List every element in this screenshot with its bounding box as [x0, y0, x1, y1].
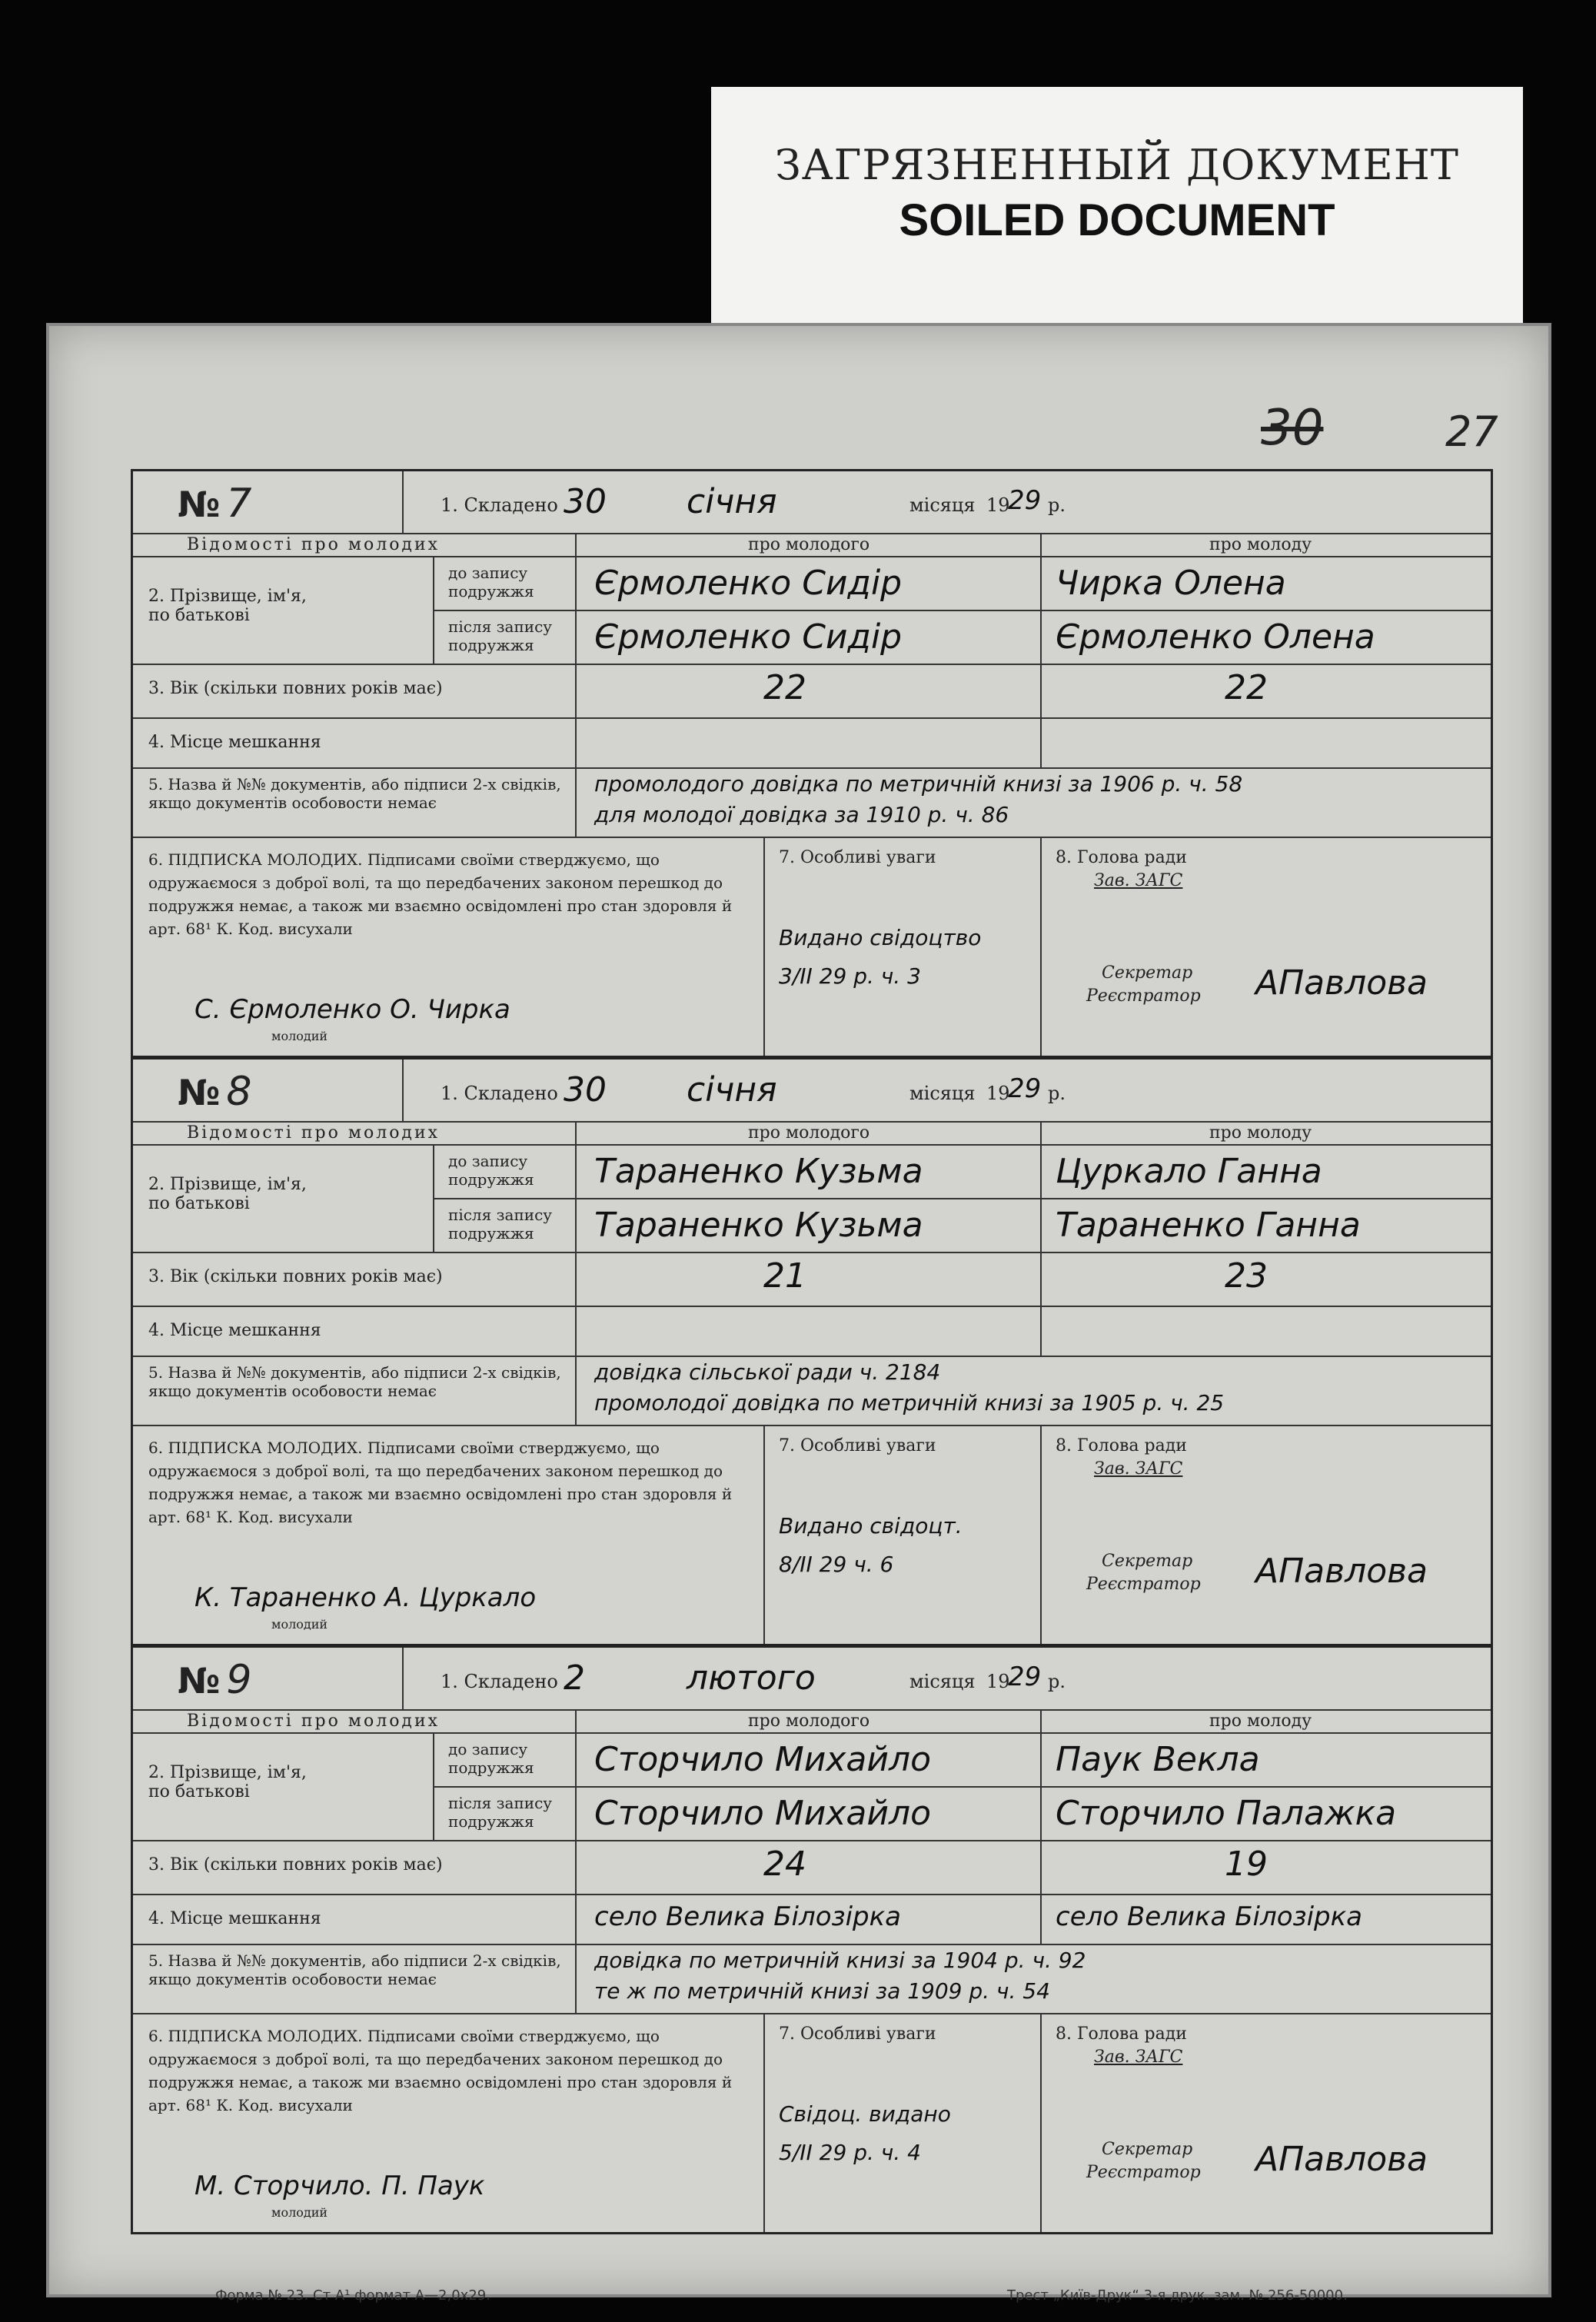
remarks-line-2: 5/II 29 р. ч. 4 — [779, 2140, 921, 2165]
groom-name-before: Єрмоленко Сидір — [594, 564, 903, 603]
groom-header: про молодого — [748, 535, 870, 554]
label-russian: ЗАГРЯЗНЕННЫЙ ДОКУМЕНТ — [775, 141, 1459, 189]
year-suffix: р. — [1048, 1671, 1066, 1692]
row-divider — [133, 1356, 1491, 1357]
bride-header: про молоду — [1209, 1712, 1312, 1731]
year-prefix: 19 — [986, 494, 1010, 516]
newlyweds-label: молодий — [271, 2205, 328, 2220]
secretary-label: Секретар — [1102, 2140, 1193, 2159]
year-suffix: р. — [1048, 1083, 1066, 1104]
age-label: 3. Вік (скільки повних років має) — [148, 1267, 443, 1286]
groom-residence: село Велика Білозірка — [594, 1901, 901, 1932]
documents-line-2: промолодої довідка по метричній книзі за 1905 р. ч. 25 — [594, 1390, 1225, 1415]
groom-name-after: Тараненко Кузьма — [594, 1206, 923, 1245]
residence-label: 4. Місце мешкання — [148, 1909, 321, 1928]
groom-header: про молодого — [748, 1123, 870, 1143]
compiled-year: 29 — [1008, 485, 1042, 516]
row-divider — [433, 1198, 1491, 1199]
number-sign: № — [178, 1072, 221, 1113]
record-number — [178, 1069, 251, 1115]
label-english: SOILED DOCUMENT — [899, 195, 1335, 245]
archive-number-old: 30 — [1261, 400, 1324, 457]
row-divider — [133, 1894, 1491, 1895]
row-divider — [133, 556, 1491, 557]
row-divider — [133, 717, 1491, 719]
month-word: місяця — [909, 494, 976, 516]
number-sign: № — [178, 1660, 221, 1702]
documents-label: 5. Назва й №№ документів, або підписи 2-х свідків, якщо документів особовости немає — [148, 1363, 561, 1400]
bride-age: 19 — [1225, 1845, 1268, 1884]
row-divider — [133, 533, 1491, 534]
divider — [402, 1648, 404, 1709]
compiled-label: 1. Складено — [441, 494, 558, 516]
column-divider — [763, 837, 765, 1056]
row-divider — [133, 1121, 1491, 1123]
after-label: після запису подружжя — [448, 617, 553, 654]
column-divider — [1040, 1121, 1042, 1356]
remarks-line-2: 8/II 29 ч. 6 — [779, 1552, 894, 1577]
registrar-label: Реєстратор — [1086, 1575, 1201, 1594]
after-label: після запису подружжя — [448, 1794, 553, 1831]
info-header: Відомості про молодих — [187, 1712, 441, 1731]
remarks-line-2: 3/II 29 р. ч. 3 — [779, 963, 921, 989]
row-divider — [133, 1944, 1491, 1945]
secretary-label: Секретар — [1102, 1552, 1193, 1571]
name-label: 2. Прізвище, ім'я, по батькові — [148, 587, 307, 625]
row-divider — [133, 837, 1491, 838]
marriage-record — [131, 1645, 1493, 2234]
signature-label: 6. ПІДПИСКА МОЛОДИХ. Підписами своїми стверджуємо, що одружаємося з доброї волі, та що передбачених законом перешкод до подружжя немає, а також ми взаємно освідомлені про стан здоровля й арт. 68¹ К. Код. висухали — [148, 850, 733, 938]
row-divider — [133, 1840, 1491, 1841]
soiled-document-label — [711, 87, 1523, 334]
row-divider — [133, 1709, 1491, 1711]
compiled-day: 30 — [564, 1070, 607, 1109]
column-divider — [763, 1425, 765, 1644]
column-divider — [1040, 1709, 1042, 1944]
bride-age: 23 — [1225, 1256, 1268, 1296]
documents-line-1: довідка сільської ради ч. 2184 — [594, 1359, 941, 1385]
bride-name-before: Чирка Олена — [1056, 564, 1286, 603]
secretary-label: Секретар — [1102, 963, 1193, 983]
row-divider — [133, 1732, 1491, 1734]
compiled-label: 1. Складено — [441, 1083, 558, 1104]
row-divider — [133, 1252, 1491, 1253]
groom-age: 21 — [763, 1256, 806, 1296]
year-suffix: р. — [1048, 494, 1066, 516]
documents-line-1: промолодого довідка по метричній книзі за 1906 р. ч. 58 — [594, 771, 1243, 797]
row-divider — [133, 1425, 1491, 1426]
compiled-month: січня — [687, 1070, 777, 1109]
head-label: 8. Голова ради — [1056, 848, 1187, 867]
before-label: до запису подружжя — [448, 1152, 534, 1189]
newlyweds-signatures: К. Тараненко А. Цуркало — [195, 1582, 537, 1613]
divider — [402, 1060, 404, 1121]
registrar-signature: АПавлова — [1255, 2140, 1428, 2179]
bride-residence: село Велика Білозірка — [1056, 1901, 1362, 1932]
remarks-line-1: Видано свідоцтво — [779, 925, 982, 950]
signature-label: 6. ПІДПИСКА МОЛОДИХ. Підписами своїми стверджуємо, що одружаємося з доброї волі, та що передбачених законом перешкод до подружжя немає, а також ми взаємно освідомлені про стан здоровля й арт. 68¹ К. Код. висухали — [148, 1439, 733, 1526]
compiled-year: 29 — [1008, 1662, 1042, 1692]
info-header: Відомості про молодих — [187, 535, 441, 554]
month-word: місяця — [909, 1671, 976, 1692]
bride-age: 22 — [1225, 668, 1268, 707]
compiled-month: січня — [687, 482, 777, 521]
record-number-value: 9 — [226, 1657, 252, 1703]
bride-name-after: Тараненко Ганна — [1056, 1206, 1361, 1245]
divider — [402, 471, 404, 533]
zags-label: Зав. ЗАГС — [1094, 1459, 1183, 1479]
marriage-record — [131, 469, 1493, 1058]
registrar-label: Реєстратор — [1086, 2163, 1201, 2182]
bride-header: про молоду — [1209, 535, 1312, 554]
age-label: 3. Вік (скільки повних років має) — [148, 1855, 443, 1875]
registrar-signature: АПавлова — [1255, 1552, 1428, 1591]
remarks-label: 7. Особливі уваги — [779, 1436, 936, 1455]
column-divider — [1040, 533, 1042, 767]
documents-line-2: для молодої довідка за 1910 р. ч. 86 — [594, 802, 1009, 827]
row-divider — [133, 767, 1491, 769]
month-word: місяця — [909, 1083, 976, 1104]
zags-label: Зав. ЗАГС — [1094, 2048, 1183, 2067]
number-sign: № — [178, 484, 221, 525]
bride-header: про молоду — [1209, 1123, 1312, 1143]
row-divider — [133, 1144, 1491, 1146]
compiled-label: 1. Складено — [441, 1671, 558, 1692]
remarks-label: 7. Особливі уваги — [779, 2024, 936, 2044]
documents-line-1: довідка по метричній книзі за 1904 р. ч. 92 — [594, 1948, 1086, 1973]
column-divider — [1040, 837, 1042, 1056]
year-prefix: 19 — [986, 1083, 1010, 1104]
compiled-year: 29 — [1008, 1073, 1042, 1104]
column-divider — [763, 2013, 765, 2232]
column-divider — [1040, 2013, 1042, 2232]
compiled-month: лютого — [687, 1658, 816, 1698]
groom-header: про молодого — [748, 1712, 870, 1731]
newlyweds-label: молодий — [271, 1029, 328, 1043]
remarks-line-1: Видано свідоцт. — [779, 1513, 963, 1539]
documents-line-2: те ж по метричній книзі за 1909 р. ч. 54 — [594, 1978, 1050, 2004]
registrar-label: Реєстратор — [1086, 986, 1201, 1006]
name-label: 2. Прізвище, ім'я, по батькові — [148, 1175, 307, 1213]
remarks-line-1: Свідоц. видано — [779, 2101, 951, 2127]
documents-label: 5. Назва й №№ документів, або підписи 2-х свідків, якщо документів особовости немає — [148, 775, 561, 812]
column-divider — [1040, 1425, 1042, 1644]
head-label: 8. Голова ради — [1056, 2024, 1187, 2044]
row-divider — [433, 610, 1491, 611]
registrar-signature: АПавлова — [1255, 963, 1428, 1003]
signature-label: 6. ПІДПИСКА МОЛОДИХ. Підписами своїми стверджуємо, що одружаємося з доброї волі, та що передбачених законом перешкод до подружжя немає, а також ми взаємно освідомлені про стан здоровля й арт. 68¹ К. Код. висухали — [148, 2027, 733, 2114]
row-divider — [133, 1306, 1491, 1307]
record-number — [178, 1657, 251, 1703]
compiled-day: 30 — [564, 482, 607, 521]
marriage-record — [131, 1057, 1493, 1646]
groom-age: 24 — [763, 1845, 806, 1884]
documents-label: 5. Назва й №№ документів, або підписи 2-х свідків, якщо документів особовости немає — [148, 1951, 561, 1988]
compiled-day: 2 — [564, 1658, 585, 1698]
row-divider — [433, 1786, 1491, 1788]
groom-age: 22 — [763, 668, 806, 707]
groom-name-before: Сторчило Михайло — [594, 1740, 932, 1779]
year-prefix: 19 — [986, 1671, 1010, 1692]
bride-name-after: Єрмоленко Олена — [1056, 617, 1375, 657]
before-label: до запису подружжя — [448, 564, 534, 600]
row-divider — [133, 2013, 1491, 2014]
after-label: після запису подружжя — [448, 1206, 553, 1243]
head-label: 8. Голова ради — [1056, 1436, 1187, 1455]
form-footer-right: Трест „Київ-Друк“ 3-я друк. зам. № 256-50000. — [1007, 2287, 1348, 2304]
info-header: Відомості про молодих — [187, 1123, 441, 1143]
remarks-label: 7. Особливі уваги — [779, 848, 936, 867]
bride-name-before: Цуркало Ганна — [1056, 1152, 1322, 1191]
zags-label: Зав. ЗАГС — [1094, 871, 1183, 890]
bride-name-before: Паук Векла — [1056, 1740, 1260, 1779]
record-number-value: 8 — [226, 1069, 252, 1115]
bride-name-after: Сторчило Палажка — [1056, 1794, 1397, 1833]
record-number-value: 7 — [226, 481, 252, 527]
groom-name-before: Тараненко Кузьма — [594, 1152, 923, 1191]
groom-name-after: Єрмоленко Сидір — [594, 617, 903, 657]
newlyweds-signatures: М. Сторчило. П. Паук — [195, 2171, 485, 2201]
row-divider — [133, 664, 1491, 665]
record-number — [178, 481, 251, 527]
archive-number-new: 27 — [1445, 408, 1498, 456]
name-label: 2. Прізвище, ім'я, по батькові — [148, 1763, 307, 1801]
residence-label: 4. Місце мешкання — [148, 1321, 321, 1340]
before-label: до запису подружжя — [448, 1740, 534, 1777]
newlyweds-label: молодий — [271, 1617, 328, 1632]
groom-name-after: Сторчило Михайло — [594, 1794, 932, 1833]
form-footer-left: Форма № 23. Ст А¹ формат А—2,0х29. — [215, 2287, 490, 2304]
residence-label: 4. Місце мешкання — [148, 733, 321, 752]
age-label: 3. Вік (скільки повних років має) — [148, 679, 443, 698]
newlyweds-signatures: С. Єрмоленко О. Чирка — [195, 994, 510, 1025]
